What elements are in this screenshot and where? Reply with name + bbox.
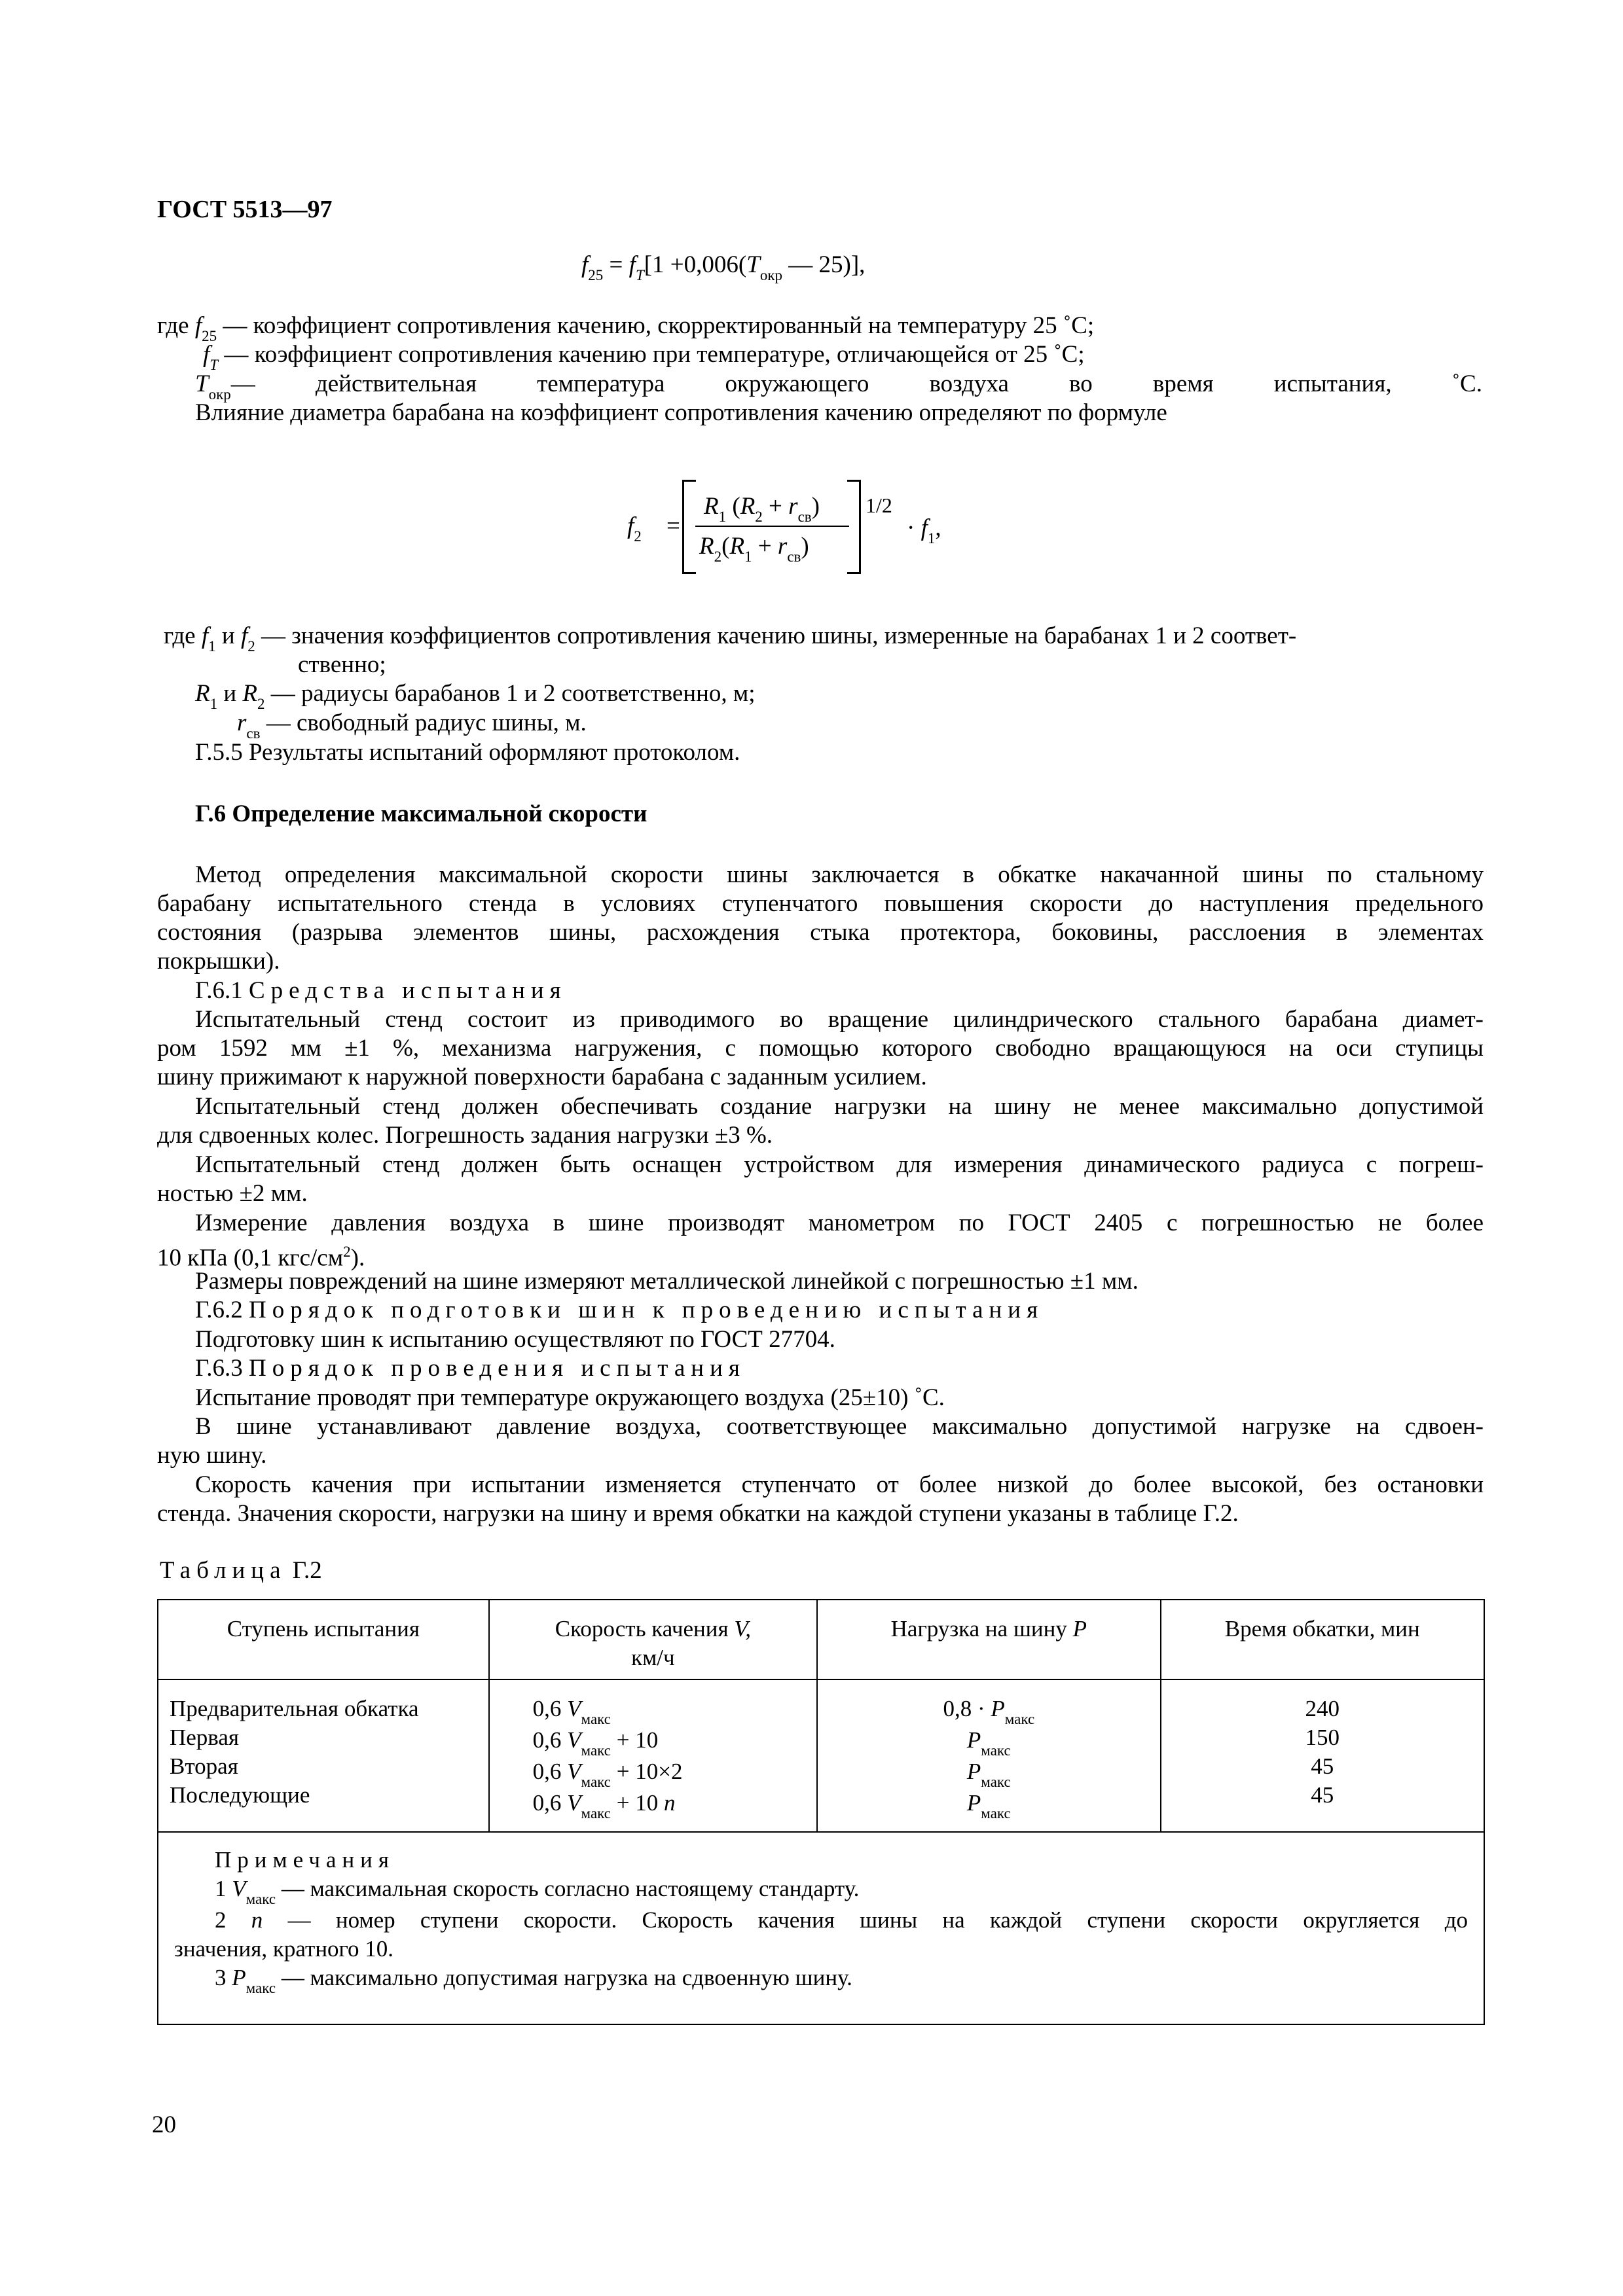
speed-cell: 0,6 $V_{макс} + 10\times 2$ [532, 1759, 683, 1790]
speed-cell: 0,6 $V_{макс}$ [532, 1696, 611, 1727]
definition-tokr: $T_{окр}—$ действительная температура окружающего воздуха во время испытания, ˚С. [195, 370, 1482, 403]
method-line-3: состояния (разрыва элементов шины, расхождения стыка протектора, боковины, расслоения в элементах [157, 919, 1484, 946]
time-cell: 45 [1311, 1782, 1334, 1808]
fraction-denominator: $R_2(R_1 + r_{св})$ [699, 533, 809, 565]
document-code: ГОСТ 5513—97 [157, 196, 333, 223]
load-cell: $P_{макс}$ [966, 1759, 1011, 1790]
definition-f1-f2-cont: ственно; [298, 651, 386, 678]
radius-line-2: ностью ±2 мм. [157, 1180, 308, 1207]
stand-line-2: ром 1592 мм ±1 %, механизма нагружения, с помощью которого свободно вращающуюся на оси ступицы [157, 1035, 1484, 1062]
subsection-g63: Г.6.3 Порядок проведения испытания [195, 1355, 746, 1382]
fraction-line [695, 526, 849, 527]
time-column [1161, 1679, 1484, 1832]
section-heading-g6: Г.6 Определение максимальной скорости [195, 800, 647, 827]
radius-line-1: Испытательный стенд должен быть оснащен устройством для измерения динамического радиуса с погреш- [195, 1151, 1484, 1178]
stage-column [158, 1679, 489, 1832]
note-2-line-2: значения, кратного 10. [174, 1936, 394, 1962]
pressure-set-line-1: В шине устанавливают давление воздуха, соответствующее максимально допустимой нагрузке на сдвоен- [195, 1413, 1484, 1440]
table-g2 [157, 1599, 1485, 2025]
temperature-line: Испытание проводят при температуре окружающего воздуха (25±10) ˚С. [195, 1384, 945, 1411]
header-load: Нагрузка на шину P [817, 1600, 1160, 1679]
left-bracket [682, 480, 696, 574]
definition-radii: $R_1$ и $R_2$ — радиусы барабанов 1 и 2 соответственно, м; [195, 680, 756, 712]
speed-column [489, 1679, 817, 1832]
damage-line: Размеры повреждений на шине измеряют металлической линейкой с погрешностью ±1 мм. [195, 1268, 1139, 1295]
stage-cell: Последующие [170, 1782, 310, 1808]
load-line-1: Испытательный стенд должен обеспечивать создание нагрузки на шину не менее максимально допустимой [195, 1093, 1484, 1120]
speed-cell: 0,6 $V_{макс} + 10$ n [532, 1790, 676, 1821]
header-speed: Скорость качения V, км/ч [489, 1600, 817, 1679]
fraction-numerator: $R_1$ $(R_2 + r_{св})$ [704, 493, 820, 525]
load-cell: $P_{макс}$ [966, 1790, 1011, 1821]
subsection-g61: Г.6.1 Средства испытания [195, 977, 567, 1004]
speed-line-2: стенда. Значения скорости, нагрузки на шину и время обкатки на каждой ступени указаны в таблице Г.2. [157, 1500, 1239, 1527]
stand-line-1: Испытательный стенд состоит из приводимого во вращение цилиндрического стального барабана диамет- [195, 1006, 1484, 1033]
notes-title: Примечания [215, 1847, 395, 1873]
stage-cell: Первая [170, 1725, 240, 1750]
table-notes-row [158, 1832, 1484, 2024]
formula2-tail: · $f_1$, [907, 514, 941, 547]
load-column [817, 1679, 1160, 1832]
load-cell: $P_{макс}$ [966, 1727, 1011, 1759]
time-cell: 240 [1305, 1696, 1340, 1721]
header-time: Время обкатки, мин [1161, 1600, 1484, 1679]
stage-cell: Предварительная обкатка [170, 1696, 419, 1721]
speed-line-1: Скорость качения при испытании изменяется ступенчато от более низкой до более высокой, без остановки [195, 1471, 1484, 1498]
table-data-row [158, 1679, 1484, 1832]
definition-rsv: $r_{св}$ — свободный радиус шины, м. [237, 709, 587, 742]
diameter-intro: Влияние диаметра барабана на коэффициент сопротивления качению определяют по формуле [195, 399, 1167, 426]
table-caption: Таблица Г.2 [160, 1557, 322, 1584]
power: 1/2 [866, 493, 892, 517]
pressure-set-line-2: ную шину. [157, 1442, 267, 1469]
pressure-line-1: Измерение давления воздуха в шине производят манометром по ГОСТ 2405 с погрешностью не более [195, 1210, 1484, 1236]
stand-line-3: шину прижимают к наружной поверхности барабана с заданным усилием. [157, 1064, 927, 1090]
right-bracket [847, 480, 861, 574]
time-cell: 150 [1305, 1725, 1340, 1750]
page-number: 20 [152, 2111, 176, 2138]
definition-f25: где $f_{25}$ — коэффициент сопротивления качению, скорректированный на температуру 25 ˚С; [157, 312, 1095, 344]
note-1: 1 $V_{макс}$ — максимальная скорость согласно настоящему стандарту. [215, 1876, 860, 1907]
stage-cell: Вторая [170, 1753, 238, 1779]
table-header-row [158, 1600, 1484, 1679]
time-cell: 45 [1311, 1753, 1334, 1779]
table-notes [158, 1832, 1484, 2024]
clause-g55: Г.5.5 Результаты испытаний оформляют протоколом. [195, 739, 740, 766]
definition-ft: $f_T$ — коэффициент сопротивления качению при температуре, отличающейся от 25 ˚С; [203, 341, 1085, 373]
method-line-2: барабану испытательного стенда в условиях ступенчатого повышения скорости до наступления предельного [157, 890, 1484, 917]
definition-f1-f2: где $f_1$ и $f_2$ — значения коэффициентов сопротивления качению шины, измеренные на барабанах 1 и 2 соответ- [164, 622, 1297, 655]
subsection-g62: Г.6.2 Порядок подготовки шин к проведению испытания [195, 1297, 1044, 1323]
pressure-line-2: 10 кПа (0,1 кгс/$см^2$). [157, 1244, 365, 1272]
header-stage: Ступень испытания [158, 1600, 489, 1679]
formula-f25: $f_{25} = f_T[1 +0,006(T_{окр}$ — 25)], [581, 251, 866, 283]
load-cell: $0,8 \cdot P_{макс}$ [943, 1696, 1035, 1727]
method-line-4: покрышки). [157, 948, 280, 975]
load-line-2: для сдвоенных колес. Погрешность задания нагрузки ±3 %. [157, 1122, 773, 1149]
note-2-line-1: 2 n — номер ступени скорости. Скорость качения шины на каждой ступени скорости округляется до [215, 1907, 1468, 1933]
method-line-1: Метод определения максимальной скорости шины заключается в обкатке накачанной шины по стальному [195, 861, 1484, 888]
note-3: 3 $P_{макс}$ — максимально допустимая нагрузка на сдвоенную шину. [215, 1965, 852, 1996]
prep-line: Подготовку шин к испытанию осуществляют по ГОСТ 27704. [195, 1326, 835, 1353]
speed-cell: 0,6 $V_{макс} + 10$ [532, 1727, 659, 1759]
